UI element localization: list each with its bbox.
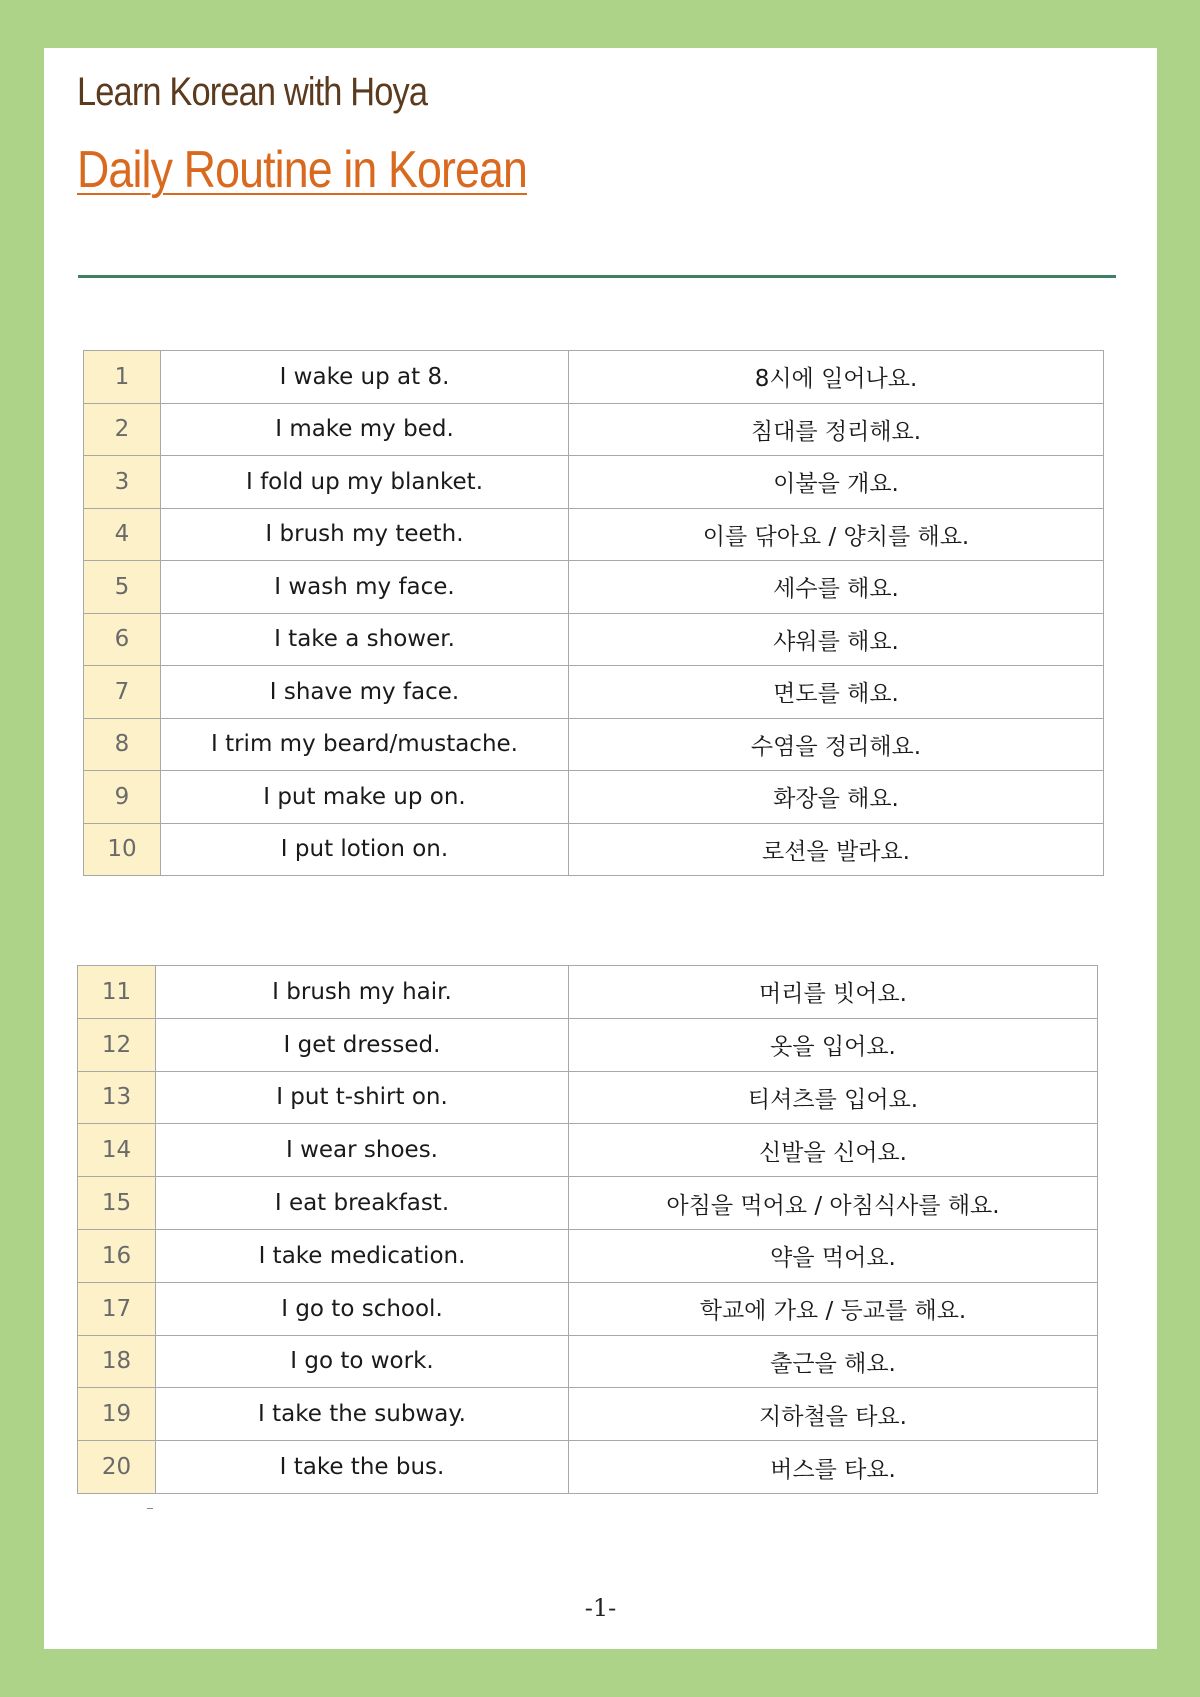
english-phrase: I eat breakfast. bbox=[156, 1177, 569, 1230]
table-row bbox=[78, 1018, 1098, 1071]
english-phrase: I shave my face. bbox=[161, 666, 569, 719]
row-number: 18 bbox=[78, 1335, 156, 1388]
korean-phrase: 옷을 입어요. bbox=[569, 1018, 1098, 1071]
korean-phrase: 학교에 가요 / 등교를 해요. bbox=[569, 1282, 1098, 1335]
row-number: 12 bbox=[78, 1018, 156, 1071]
english-phrase: I put lotion on. bbox=[161, 823, 569, 876]
english-phrase: I take the bus. bbox=[156, 1441, 569, 1494]
korean-phrase: 세수를 해요. bbox=[569, 561, 1104, 614]
table-row bbox=[84, 666, 1104, 719]
table-row bbox=[78, 1177, 1098, 1230]
korean-phrase: 수염을 정리해요. bbox=[569, 718, 1104, 771]
korean-phrase: 침대를 정리해요. bbox=[569, 403, 1104, 456]
row-number: 20 bbox=[78, 1441, 156, 1494]
korean-phrase: 샤워를 해요. bbox=[569, 613, 1104, 666]
korean-phrase: 아침을 먹어요 / 아침식사를 해요. bbox=[569, 1177, 1098, 1230]
english-phrase: I put make up on. bbox=[161, 771, 569, 824]
document-page bbox=[44, 48, 1157, 1649]
korean-phrase: 머리를 빗어요. bbox=[569, 966, 1098, 1019]
english-phrase: I take the subway. bbox=[156, 1388, 569, 1441]
korean-phrase: 지하철을 타요. bbox=[569, 1388, 1098, 1441]
table-row bbox=[84, 561, 1104, 614]
korean-phrase: 출근을 해요. bbox=[569, 1335, 1098, 1388]
page-title: Daily Routine in Korean bbox=[77, 141, 528, 199]
row-number: 4 bbox=[84, 508, 161, 561]
english-phrase: I wear shoes. bbox=[156, 1124, 569, 1177]
row-number: 10 bbox=[84, 823, 161, 876]
english-phrase: I brush my hair. bbox=[156, 966, 569, 1019]
table-row bbox=[78, 1388, 1098, 1441]
table-row bbox=[78, 1441, 1098, 1494]
english-phrase: I fold up my blanket. bbox=[161, 456, 569, 509]
stray-mark bbox=[147, 1508, 153, 1509]
vocab-table-2 bbox=[77, 965, 1098, 1494]
english-phrase: I take a shower. bbox=[161, 613, 569, 666]
table-row bbox=[78, 1124, 1098, 1177]
korean-phrase: 신발을 신어요. bbox=[569, 1124, 1098, 1177]
table-row bbox=[84, 771, 1104, 824]
row-number: 16 bbox=[78, 1229, 156, 1282]
row-number: 15 bbox=[78, 1177, 156, 1230]
english-phrase: I make my bed. bbox=[161, 403, 569, 456]
table-row bbox=[84, 456, 1104, 509]
korean-phrase: 이를 닦아요 / 양치를 해요. bbox=[569, 508, 1104, 561]
vocab-table-1 bbox=[83, 350, 1104, 876]
english-phrase: I wash my face. bbox=[161, 561, 569, 614]
table-row bbox=[84, 718, 1104, 771]
english-phrase: I trim my beard/mustache. bbox=[161, 718, 569, 771]
row-number: 2 bbox=[84, 403, 161, 456]
row-number: 6 bbox=[84, 613, 161, 666]
english-phrase: I brush my teeth. bbox=[161, 508, 569, 561]
row-number: 11 bbox=[78, 966, 156, 1019]
table-row bbox=[84, 403, 1104, 456]
row-number: 19 bbox=[78, 1388, 156, 1441]
table-row bbox=[78, 1282, 1098, 1335]
english-phrase: I put t-shirt on. bbox=[156, 1071, 569, 1124]
english-phrase: I get dressed. bbox=[156, 1018, 569, 1071]
english-phrase: I go to work. bbox=[156, 1335, 569, 1388]
korean-phrase: 버스를 타요. bbox=[569, 1441, 1098, 1494]
korean-phrase: 8시에 일어나요. bbox=[569, 351, 1104, 404]
table-row bbox=[78, 1071, 1098, 1124]
brand-heading: Learn Korean with Hoya bbox=[77, 70, 428, 114]
row-number: 3 bbox=[84, 456, 161, 509]
korean-phrase: 화장을 해요. bbox=[569, 771, 1104, 824]
table-row bbox=[84, 508, 1104, 561]
korean-phrase: 로션을 발라요. bbox=[569, 823, 1104, 876]
table-row bbox=[78, 1335, 1098, 1388]
korean-phrase: 이불을 개요. bbox=[569, 456, 1104, 509]
korean-phrase: 면도를 해요. bbox=[569, 666, 1104, 719]
row-number: 17 bbox=[78, 1282, 156, 1335]
table-row bbox=[84, 823, 1104, 876]
row-number: 9 bbox=[84, 771, 161, 824]
row-number: 13 bbox=[78, 1071, 156, 1124]
page-number: -1- bbox=[584, 1594, 617, 1622]
korean-phrase: 약을 먹어요. bbox=[569, 1229, 1098, 1282]
table-row bbox=[84, 351, 1104, 404]
table-row bbox=[78, 966, 1098, 1019]
row-number: 14 bbox=[78, 1124, 156, 1177]
row-number: 7 bbox=[84, 666, 161, 719]
table-row bbox=[84, 613, 1104, 666]
table-row bbox=[78, 1229, 1098, 1282]
english-phrase: I wake up at 8. bbox=[161, 351, 569, 404]
english-phrase: I go to school. bbox=[156, 1282, 569, 1335]
row-number: 8 bbox=[84, 718, 161, 771]
row-number: 5 bbox=[84, 561, 161, 614]
english-phrase: I take medication. bbox=[156, 1229, 569, 1282]
korean-phrase: 티셔츠를 입어요. bbox=[569, 1071, 1098, 1124]
divider-line bbox=[78, 275, 1116, 278]
row-number: 1 bbox=[84, 351, 161, 404]
